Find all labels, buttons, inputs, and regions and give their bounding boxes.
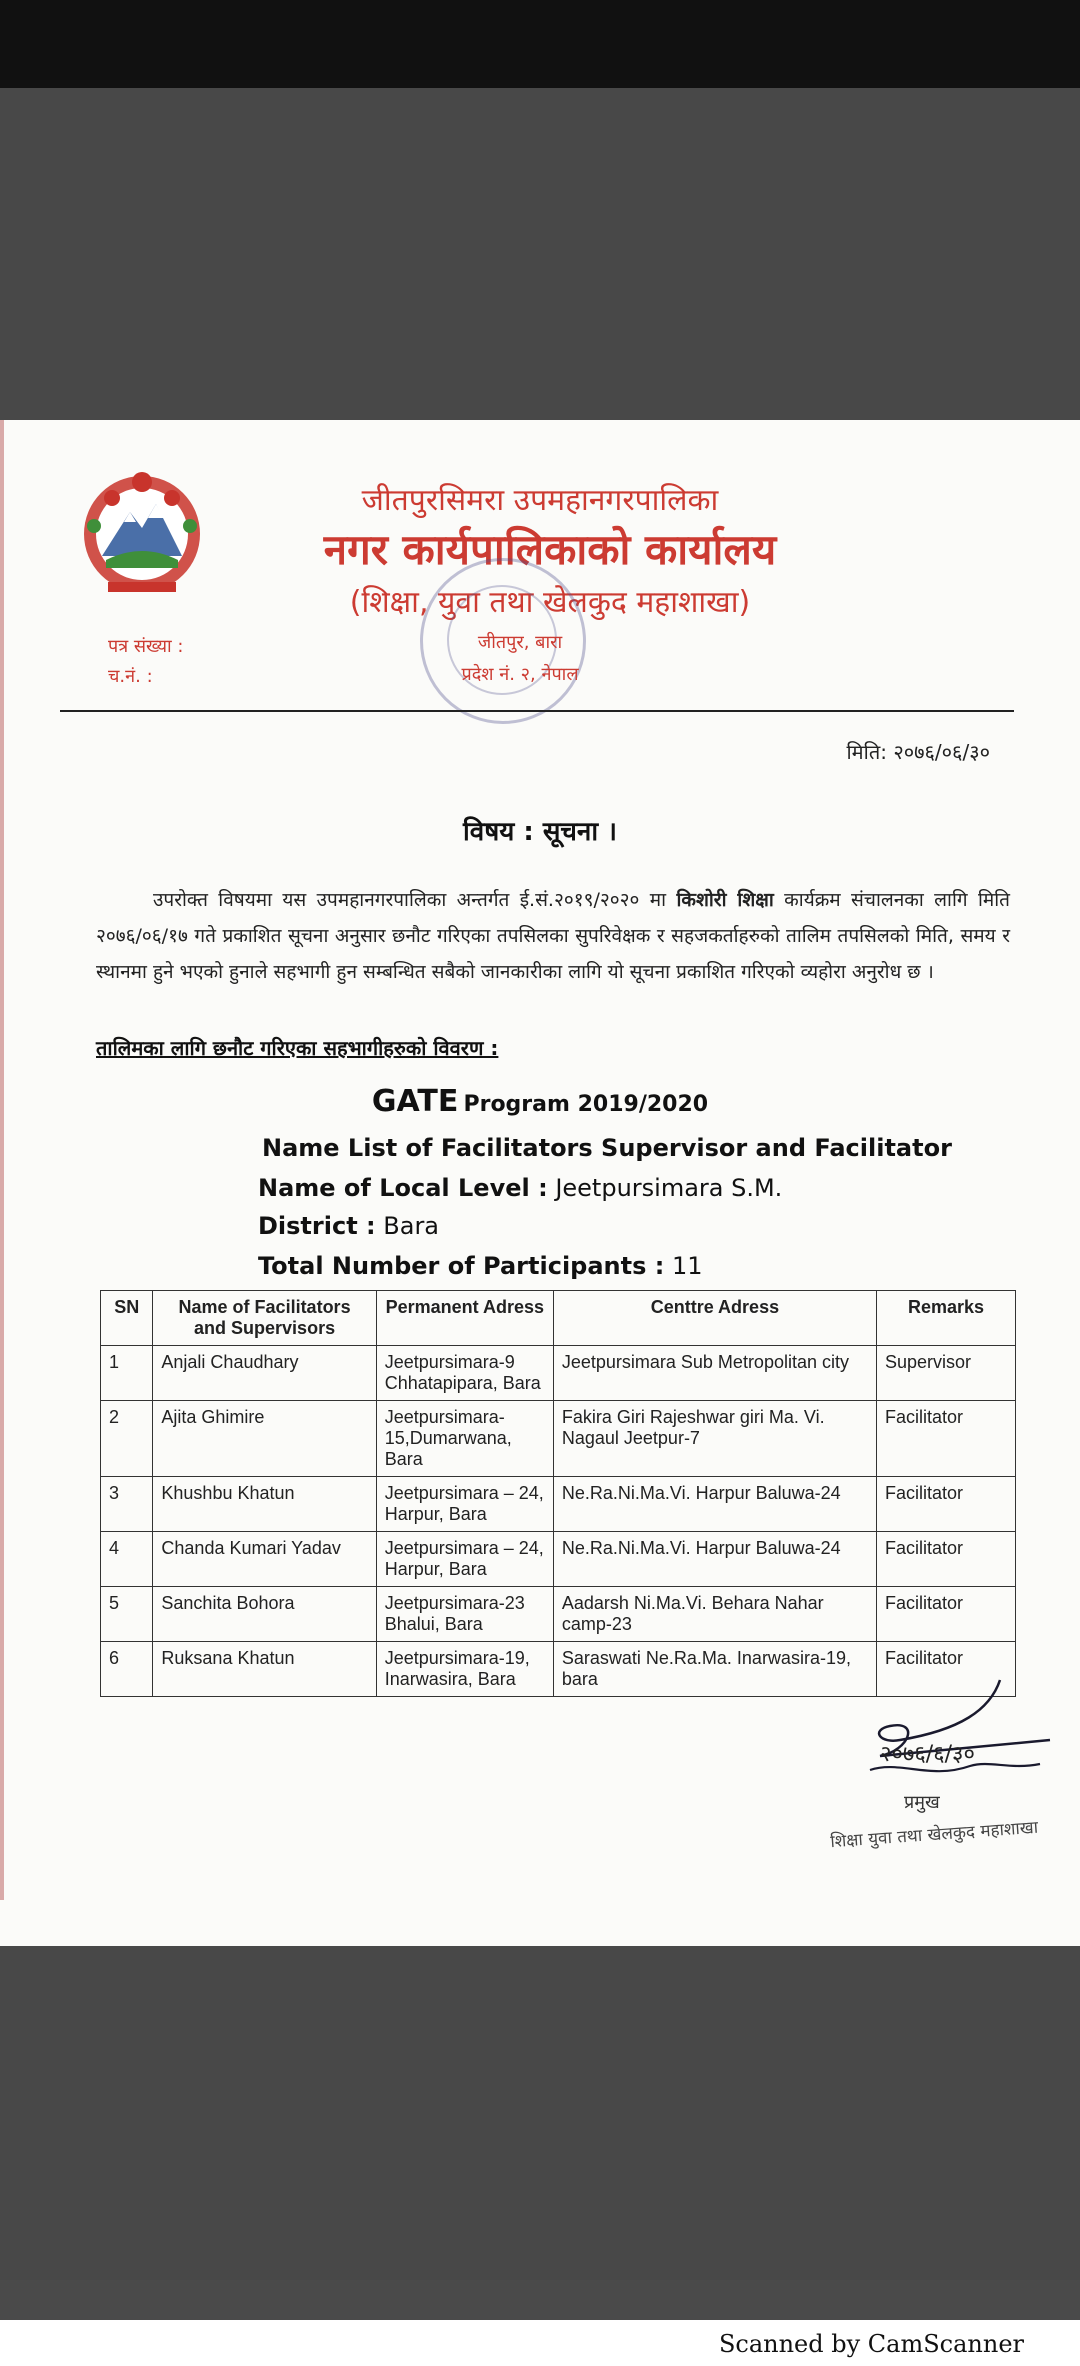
- cell-name: Ruksana Khatun: [153, 1642, 376, 1697]
- cell-remarks: Supervisor: [876, 1346, 1015, 1401]
- participants-list-heading: तालिमका लागि छनौट गरिएका सहभागीहरुको विवरण :: [96, 1036, 499, 1060]
- col-sn: SN: [101, 1291, 153, 1346]
- cell-centre: Ne.Ra.Ni.Ma.Vi. Harpur Baluwa-24: [553, 1532, 876, 1587]
- cell-name: Khushbu Khatun: [153, 1477, 376, 1532]
- table-row: [101, 1532, 1016, 1587]
- table-row: [101, 1587, 1016, 1642]
- local-level-line: Name of Local Level : Jeetpursimara S.M.: [258, 1174, 783, 1202]
- municipality-name: जीतपुरसिमरा उपमहानगरपालिका: [361, 483, 719, 518]
- signature-date: २०७६/६/३०: [880, 1742, 975, 1767]
- cell-remarks: Facilitator: [876, 1532, 1015, 1587]
- cell-permanent: Jeetpursimara – 24, Harpur, Bara: [376, 1532, 553, 1587]
- page-edge: [0, 420, 4, 1900]
- branch-name: (शिक्षा, युवा तथा खेलकुद महाशाखा): [349, 585, 751, 620]
- address-line-1: जीतपुर, बारा: [477, 632, 563, 653]
- cell-permanent: Jeetpursimara-9 Chhatapipara, Bara: [376, 1346, 553, 1401]
- document-page: [0, 420, 1080, 2358]
- table-row: [101, 1477, 1016, 1532]
- cell-sn: 5: [101, 1587, 153, 1642]
- cell-centre: Jeetpursimara Sub Metropolitan city: [553, 1346, 876, 1401]
- cell-sn: 2: [101, 1401, 153, 1477]
- dispatch-number-label: च.नं. :: [108, 666, 153, 687]
- cell-centre: Saraswati Ne.Ra.Ma. Inarwasira-19, bara: [553, 1642, 876, 1697]
- cell-permanent: Jeetpursimara-23 Bhalui, Bara: [376, 1587, 553, 1642]
- cell-sn: 3: [101, 1477, 153, 1532]
- nepal-emblem-icon: [72, 460, 212, 600]
- notice-subject: विषय : सूचना ।: [463, 817, 617, 847]
- office-name: नगर कार्यपालिकाको कार्यालय: [323, 525, 777, 574]
- participants-count-line: Total Number of Participants : 11: [258, 1252, 703, 1280]
- col-remarks: Remarks: [876, 1291, 1015, 1346]
- col-name: Name of Facilitators and Supervisors: [153, 1291, 376, 1346]
- notice-body: उपरोक्त विषयमा यस उपमहानगरपालिका अन्तर्गत ई.सं.२०१९/२०२० मा किशोरी शिक्षा कार्यक्रम संचालनका लागि मिति २०७६/०६/१७ गते प्रकाशित सूचना अनुसार छनौट गरिएका तपसिलका सुपरिवेक्षक र सहजकर्ताहरुको तालिम तपसिलको मिति, समय र स्थानमा हुने भएको हुनाले सहभागी हुन सम्बन्धित सबैको जानकारीका लागि यो सूचना प्रकाशित गरिएको व्यहोरा अनुरोध छ ।: [96, 889, 1010, 983]
- program-title: GATE Program 2019/2020: [371, 1084, 709, 1119]
- cell-name: Anjali Chaudhary: [153, 1346, 376, 1401]
- col-permanent-address: Permanent Adress: [376, 1291, 553, 1346]
- col-centre-address: Centtre Adress: [553, 1291, 876, 1346]
- cell-sn: 4: [101, 1532, 153, 1587]
- cell-name: Chanda Kumari Yadav: [153, 1532, 376, 1587]
- facilitators-table: [100, 1290, 1016, 1697]
- cell-remarks: Facilitator: [876, 1477, 1015, 1532]
- cell-remarks: Facilitator: [876, 1642, 1015, 1697]
- signatory-department: शिक्षा युवा तथा खेलकुद महाशाखा: [829, 1817, 1039, 1853]
- cell-permanent: Jeetpursimara-15,Dumarwana, Bara: [376, 1401, 553, 1477]
- cell-remarks: Facilitator: [876, 1587, 1015, 1642]
- notice-date: मिति: २०७६/०६/३०: [846, 740, 990, 764]
- cell-centre: Ne.Ra.Ni.Ma.Vi. Harpur Baluwa-24: [553, 1477, 876, 1532]
- cell-name: Ajita Ghimire: [153, 1401, 376, 1477]
- cell-name: Sanchita Bohora: [153, 1587, 376, 1642]
- table-row: [101, 1401, 1016, 1477]
- cell-remarks: Facilitator: [876, 1401, 1015, 1477]
- cell-permanent: Jeetpursimara – 24, Harpur, Bara: [376, 1477, 553, 1532]
- signatory-title: प्रमुख: [904, 1792, 940, 1813]
- address-line-2: प्रदेश नं. २, नेपाल: [461, 664, 579, 685]
- table-header-row: [101, 1291, 1016, 1346]
- letter-number-label: पत्र संख्या :: [108, 636, 184, 657]
- table-row: [101, 1346, 1016, 1401]
- cell-centre: Aadarsh Ni.Ma.Vi. Behara Nahar camp-23: [553, 1587, 876, 1642]
- cell-sn: 1: [101, 1346, 153, 1401]
- header-divider: [60, 710, 1014, 712]
- scanner-footer: [0, 2320, 1080, 2366]
- status-bar: [0, 0, 1080, 88]
- cell-centre: Fakira Giri Rajeshwar giri Ma. Vi. Nagaul Jeetpur-7: [553, 1401, 876, 1477]
- district-line: District : Bara: [258, 1212, 440, 1240]
- cell-permanent: Jeetpursimara-19, Inarwasira, Bara: [376, 1642, 553, 1697]
- scanner-watermark: Scanned by CamScanner: [718, 2330, 1024, 2358]
- list-title: Name List of Facilitators Supervisor and Facilitator: [262, 1134, 952, 1162]
- cell-sn: 6: [101, 1642, 153, 1697]
